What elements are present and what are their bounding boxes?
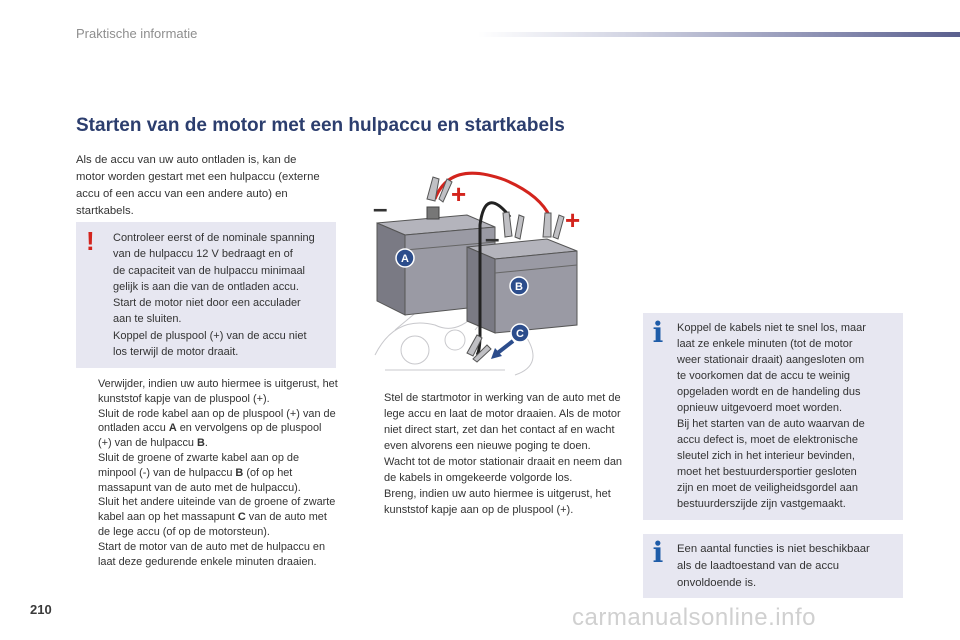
plus-sign-a: + [451,179,467,209]
minus-sign-b: – [485,223,500,253]
section-header: Praktische informatie [76,26,198,41]
page-number: 210 [30,602,52,617]
list-item: Verwijder, indien uw auto hiermee is uitgerust, het kunststof kapje van de pluspool (+). [98,378,338,405]
clamp-b-minus [503,212,524,239]
label-a: A [401,253,409,265]
list-item: Start de motor van de auto met de hulpaccu en laat deze gedurende enkele minuten draaien. [98,540,326,568]
header-decoration-bar [478,32,960,37]
jump-start-illustration [355,165,615,380]
list-item: Sluit de groene of zwarte kabel aan op de minpool (-) van de hulpaccu B (of op het massapunt van de auto met de hulpaccu). [98,451,301,494]
list-item: Breng, indien uw auto hiermee is uitgerust, het kunststof kapje aan op de pluspool (+). [384,488,611,516]
plus-sign-b: + [565,205,581,235]
info-icon: i [652,536,664,569]
info-icon: i [652,316,664,349]
list-item: Sluit de rode kabel aan op de pluspool (+) van de ontladen accu A en vervolgens op de pluspool (+) van de hulpaccu B. [98,407,336,450]
steps-list-right [362,390,624,518]
list-item: Stel de startmotor in werking van de auto met de lege accu en laat de motor draaien. Als de motor niet direct start, zet dan het contact af en wacht even alvorens een nieuwe poging te doen. [384,392,621,452]
info-text-cables: Koppel de kabels niet te snel los, maar laat ze enkele minuten (tot de motor weer stationair draait) aangesloten om te voorkomen dat de accu te weinig opgeladen wordt en de handeling dus opnieuw uitgevoerd moet worden. Bij het starten van de auto waarvan de accu defect is, moet de elektronische sleutel zich in het interieur bevinden, moet het bestuurdersportier gesloten zijn en moet de veiligheidsgordel aan bestuurderszijde zijn vastgemaakt. [677,322,866,510]
steps-list-left [76,377,338,569]
list-item: Sluit het andere uiteinde van de groene of zwarte kabel aan op het massapunt C van de auto met de lege accu (of op de motorsteun). [98,496,336,538]
info-text-functions: Een aantal functies is niet beschikbaar als de laadtoestand van de accu onvoldoende is. [677,543,870,589]
page-title: Starten van de motor met een hulpaccu en startkabels [76,115,565,136]
minus-sign-a: – [373,193,388,223]
intro-paragraph: Als de accu van uw auto ontladen is, kan de motor worden gestart met een hulpaccu (externe accu of een accu van een andere auto) en startkabels. [76,154,320,217]
clamp-b-plus [543,213,564,239]
watermark: carmanualsonline.info [572,604,816,631]
warning-text: Controleer eerst of de nominale spanning van de hulpaccu 12 V bedraagt en of de capaciteit van de hulpaccu minimaal gelijk is aan die van de ontladen accu. Start de motor niet door een acculader aan te sluiten. Koppel de pluspool (+) van de accu niet los terwijl de motor draait. [113,232,315,359]
label-b: B [515,281,523,293]
list-item: Wacht tot de motor stationair draait en neem dan de kabels in omgekeerde volgorde los. [384,456,623,484]
label-c: C [516,328,524,340]
warning-icon: ! [86,226,95,256]
